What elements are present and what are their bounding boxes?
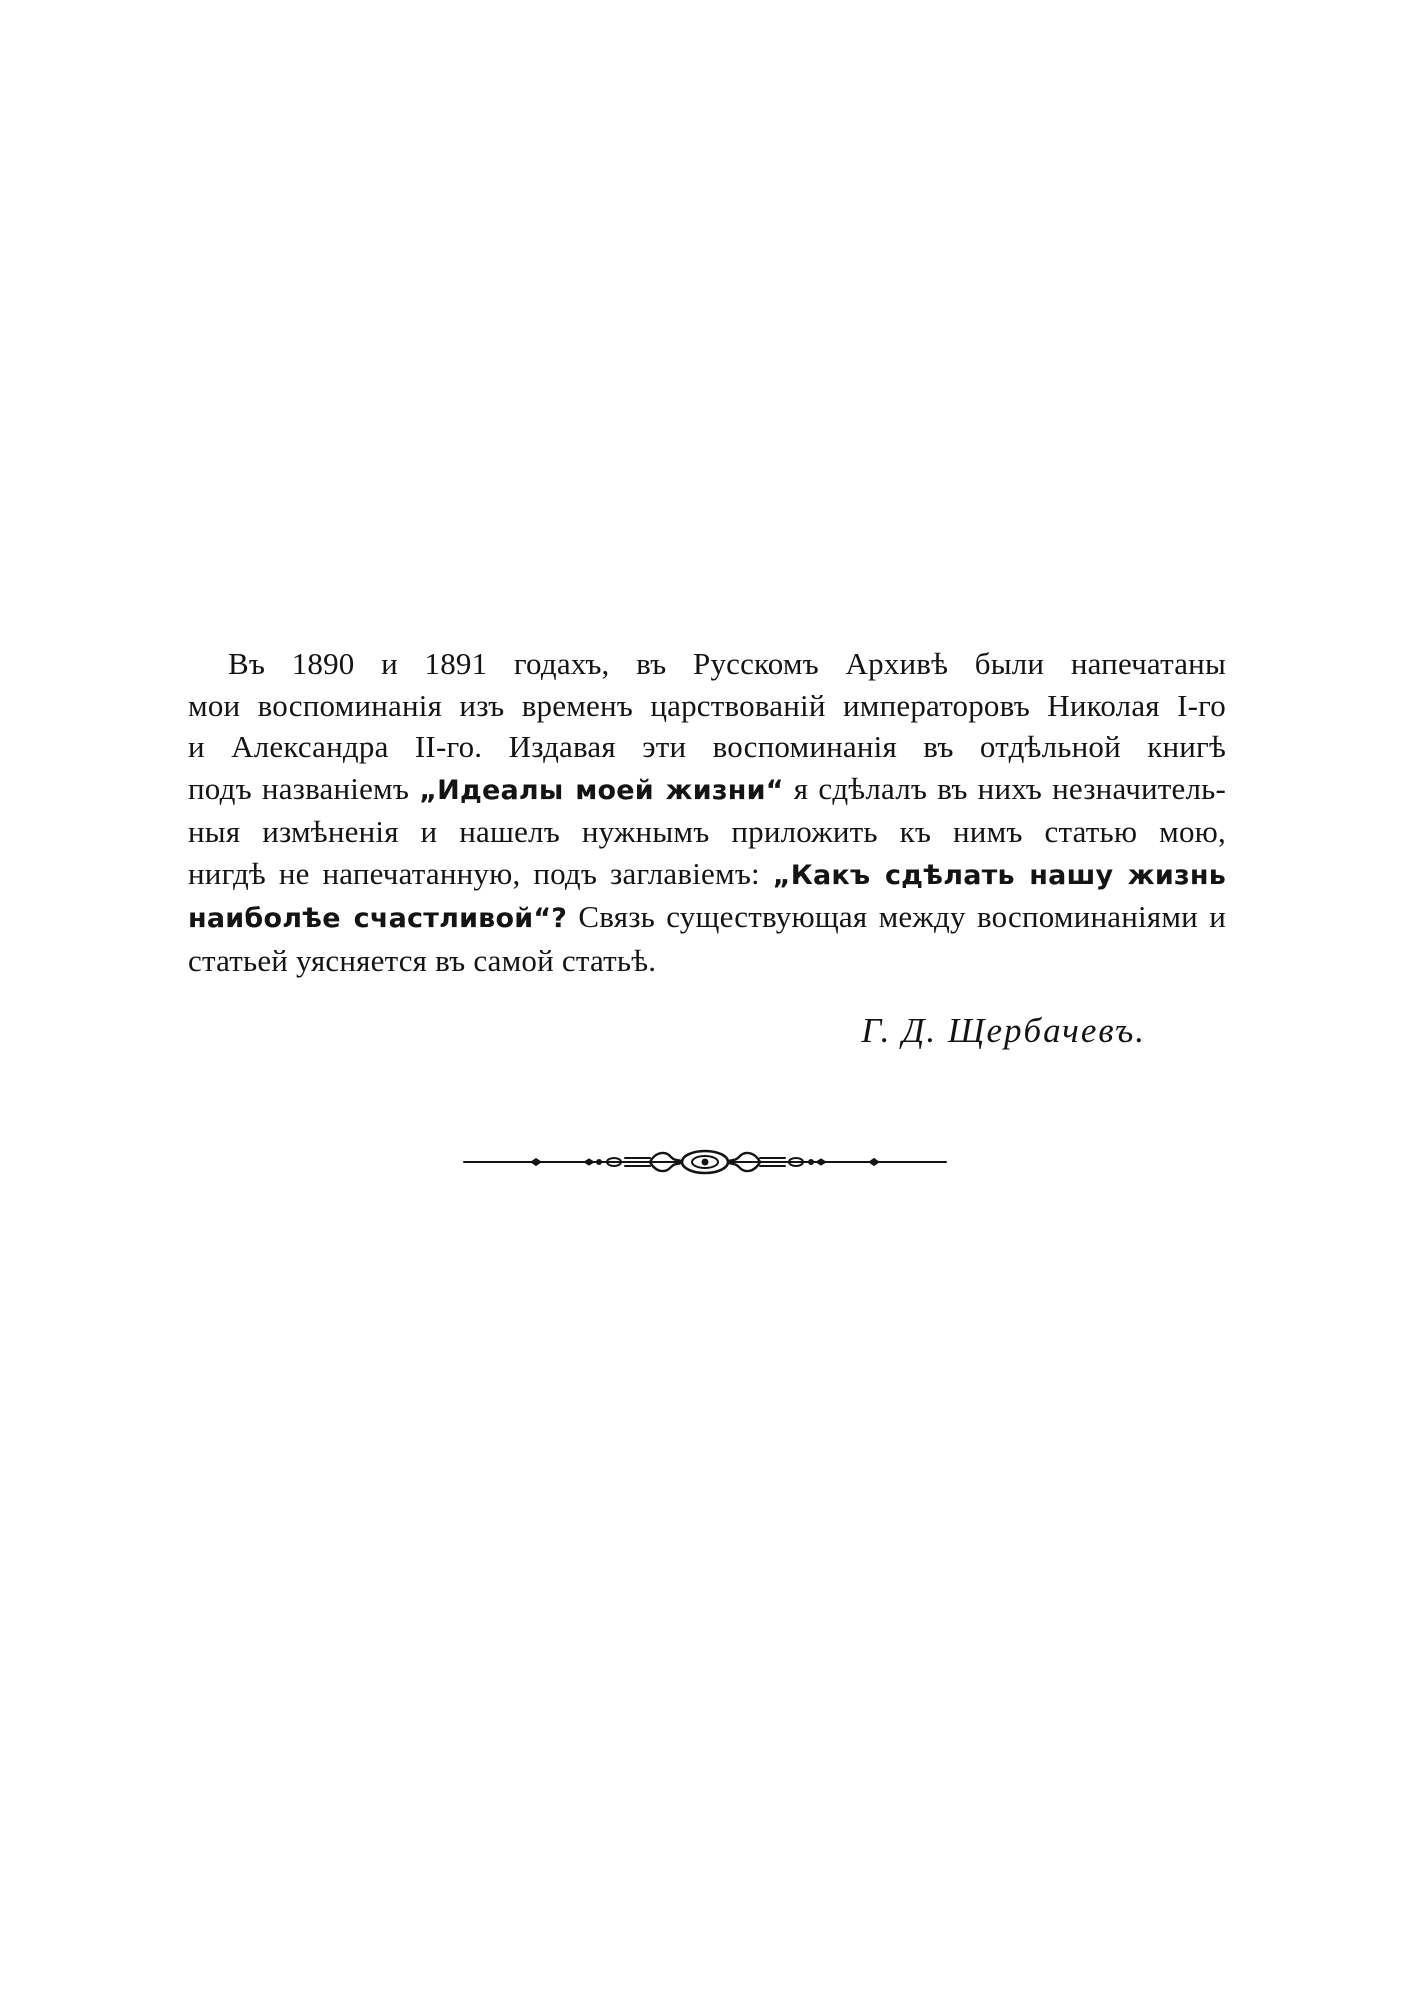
preface-line-4-text-before: подъ названіемъ [188, 770, 420, 806]
article-title-part-2: наиболѣе счастливой“? [188, 903, 568, 934]
preface-line-4-text-after: я сдѣлалъ въ нихъ незначитель- [783, 770, 1227, 806]
preface-paragraph [188, 643, 1226, 981]
ornamental-rule-icon [460, 1147, 950, 1177]
preface-line-6-text-before: нигдѣ не напечатанную, подъ заглавіемъ: [188, 855, 773, 891]
article-title-part-1: „Какъ сдѣлать нашу жизнь [772, 859, 1226, 891]
preface-line-7 [188, 896, 1226, 940]
preface-line-8: статьей уясняется въ самой статьѣ. [188, 942, 657, 978]
preface-line-3: и Александра II-го. Издавая эти воспоминанія въ отдѣльной книгѣ [188, 729, 1226, 764]
preface-line-2: мои воспоминанія изъ временъ царствованій императоровъ Николая I-го [188, 687, 1226, 723]
book-title-ideals: „Идеалы моей жизни“ [419, 774, 784, 806]
preface-line-4 [188, 768, 1226, 812]
preface-line-7-text-after: Связь существующая между воспоминаніями и [567, 899, 1226, 934]
preface-line-5: ныя измѣненія и нашелъ нужнымъ приложить къ нимъ статью мою, [188, 814, 1226, 849]
author-signature: Г. Д. Щербачевъ. [861, 1011, 1146, 1050]
preface-line-1: Въ 1890 и 1891 годахъ, въ Русскомъ Архивѣ были напечатаны [228, 646, 1226, 681]
preface-line-6 [188, 853, 1226, 897]
